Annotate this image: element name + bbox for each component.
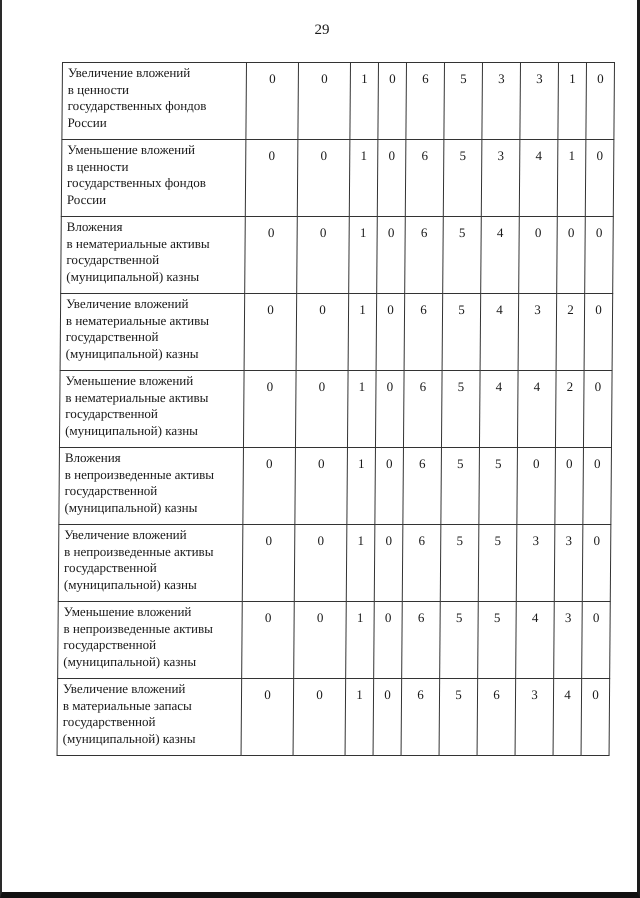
code-digit-cell: 6 <box>405 217 444 294</box>
code-digit-cell: 4 <box>517 371 556 448</box>
code-digit-cell: 0 <box>243 371 296 448</box>
code-digit-cell: 6 <box>406 63 445 140</box>
page-number: 29 <box>314 22 330 38</box>
account-codes-table-wrapper <box>57 62 615 756</box>
table-row <box>62 63 615 140</box>
code-digit-cell: 5 <box>442 294 481 371</box>
code-digit-cell: 3 <box>516 525 555 602</box>
code-digit-cell: 0 <box>242 602 295 679</box>
code-digit-cell: 0 <box>244 294 297 371</box>
table-row <box>59 371 612 448</box>
code-digit-cell: 6 <box>404 294 443 371</box>
code-digit-cell: 0 <box>375 371 404 448</box>
table-row <box>57 679 610 756</box>
code-digit-cell: 5 <box>443 217 482 294</box>
code-digit-cell: 3 <box>520 63 559 140</box>
row-label-cell <box>59 448 244 525</box>
row-label-cell <box>61 217 246 294</box>
code-digit-cell: 0 <box>585 217 614 294</box>
row-label-cell <box>58 602 243 679</box>
code-digit-cell: 0 <box>586 63 615 140</box>
code-digit-cell: 4 <box>553 679 582 756</box>
row-label-cell <box>57 679 242 756</box>
code-digit-cell: 5 <box>444 63 483 140</box>
code-digit-cell: 1 <box>346 525 375 602</box>
code-digit-cell: 3 <box>518 294 557 371</box>
code-digit-cell: 4 <box>516 602 555 679</box>
code-digit-cell: 0 <box>297 217 350 294</box>
code-digit-cell: 3 <box>515 679 554 756</box>
code-digit-cell: 0 <box>375 448 404 525</box>
row-label-cell <box>60 294 245 371</box>
code-digit-cell: 1 <box>349 140 378 217</box>
row-label-cell <box>59 371 244 448</box>
code-digit-cell: 1 <box>348 294 377 371</box>
code-digit-cell: 0 <box>246 63 299 140</box>
code-digit-cell: 0 <box>517 448 556 525</box>
code-digit-cell: 3 <box>554 525 583 602</box>
code-digit-cell: 0 <box>294 602 347 679</box>
code-digit-cell: 0 <box>295 448 348 525</box>
table-row <box>58 602 611 679</box>
table-body <box>57 63 614 756</box>
code-digit-cell: 4 <box>480 294 519 371</box>
code-digit-cell: 6 <box>402 602 441 679</box>
row-label: Вложения в нематериальные активы государственной (муниципальной) казны <box>66 219 210 284</box>
row-label: Увеличение вложений в ценности государственных фондов России <box>67 65 207 130</box>
row-label: Уменьшение вложений в нематериальные активы государственной (муниципальной) казны <box>65 373 209 438</box>
code-digit-cell: 0 <box>373 679 402 756</box>
code-digit-cell: 0 <box>581 679 610 756</box>
code-digit-cell: 0 <box>376 294 405 371</box>
code-digit-cell: 0 <box>242 525 295 602</box>
code-digit-cell: 5 <box>440 525 479 602</box>
code-digit-cell: 3 <box>482 63 521 140</box>
table-row <box>61 140 614 217</box>
code-digit-cell: 1 <box>345 679 374 756</box>
code-digit-cell: 5 <box>443 140 482 217</box>
code-digit-cell: 0 <box>297 140 350 217</box>
row-label-cell <box>61 140 246 217</box>
code-digit-cell: 0 <box>296 294 349 371</box>
row-label: Увеличение вложений в непроизведенные активы государственной (муниципальной) казны <box>63 527 214 592</box>
code-digit-cell: 0 <box>245 140 298 217</box>
row-label: Увеличение вложений в материальные запасы государственной (муниципальной) казны <box>62 681 196 746</box>
row-label: Уменьшение вложений в ценности государственных фондов России <box>66 142 206 207</box>
code-digit-cell: 3 <box>481 140 520 217</box>
code-digit-cell: 0 <box>374 602 403 679</box>
code-digit-cell: 4 <box>481 217 520 294</box>
table-row <box>61 217 614 294</box>
code-digit-cell: 1 <box>349 217 378 294</box>
row-label: Вложения в непроизведенные активы государственной (муниципальной) казны <box>64 450 215 515</box>
code-digit-cell: 0 <box>374 525 403 602</box>
code-digit-cell: 0 <box>519 217 558 294</box>
code-digit-cell: 6 <box>402 525 441 602</box>
table-row <box>59 448 612 525</box>
code-digit-cell: 6 <box>401 679 440 756</box>
code-digit-cell: 1 <box>350 63 379 140</box>
code-digit-cell: 1 <box>558 63 587 140</box>
code-digit-cell: 3 <box>554 602 583 679</box>
code-digit-cell: 0 <box>555 448 584 525</box>
code-digit-cell: 0 <box>243 448 296 525</box>
code-digit-cell: 1 <box>346 602 375 679</box>
code-digit-cell: 0 <box>293 679 346 756</box>
code-digit-cell: 5 <box>439 679 478 756</box>
code-digit-cell: 0 <box>585 140 614 217</box>
code-digit-cell: 0 <box>377 217 406 294</box>
code-digit-cell: 0 <box>582 602 611 679</box>
code-digit-cell: 4 <box>519 140 558 217</box>
code-digit-cell: 5 <box>479 448 518 525</box>
code-digit-cell: 0 <box>295 371 348 448</box>
code-digit-cell: 5 <box>478 525 517 602</box>
code-digit-cell: 0 <box>583 448 612 525</box>
code-digit-cell: 6 <box>405 140 444 217</box>
code-digit-cell: 4 <box>479 371 518 448</box>
code-digit-cell: 2 <box>555 371 584 448</box>
row-label-cell <box>62 63 247 140</box>
code-digit-cell: 0 <box>583 371 612 448</box>
table-row <box>60 294 613 371</box>
table-row <box>58 525 611 602</box>
code-digit-cell: 6 <box>477 679 516 756</box>
code-digit-cell: 6 <box>403 371 442 448</box>
code-digit-cell: 0 <box>298 63 351 140</box>
account-codes-table <box>57 62 615 756</box>
code-digit-cell: 1 <box>347 448 376 525</box>
code-digit-cell: 0 <box>584 294 613 371</box>
code-digit-cell: 0 <box>582 525 611 602</box>
code-digit-cell: 0 <box>557 217 586 294</box>
row-label-cell <box>58 525 243 602</box>
code-digit-cell: 5 <box>478 602 517 679</box>
code-digit-cell: 5 <box>440 602 479 679</box>
code-digit-cell: 5 <box>441 448 480 525</box>
code-digit-cell: 5 <box>441 371 480 448</box>
row-label: Уменьшение вложений в непроизведенные активы государственной (муниципальной) казны <box>63 604 213 669</box>
code-digit-cell: 0 <box>294 525 347 602</box>
code-digit-cell: 0 <box>378 63 407 140</box>
code-digit-cell: 2 <box>556 294 585 371</box>
code-digit-cell: 1 <box>347 371 376 448</box>
code-digit-cell: 1 <box>557 140 586 217</box>
code-digit-cell: 0 <box>241 679 294 756</box>
code-digit-cell: 0 <box>245 217 298 294</box>
code-digit-cell: 0 <box>377 140 406 217</box>
code-digit-cell: 6 <box>403 448 442 525</box>
row-label: Увеличение вложений в нематериальные активы государственной (муниципальной) казны <box>65 296 210 361</box>
